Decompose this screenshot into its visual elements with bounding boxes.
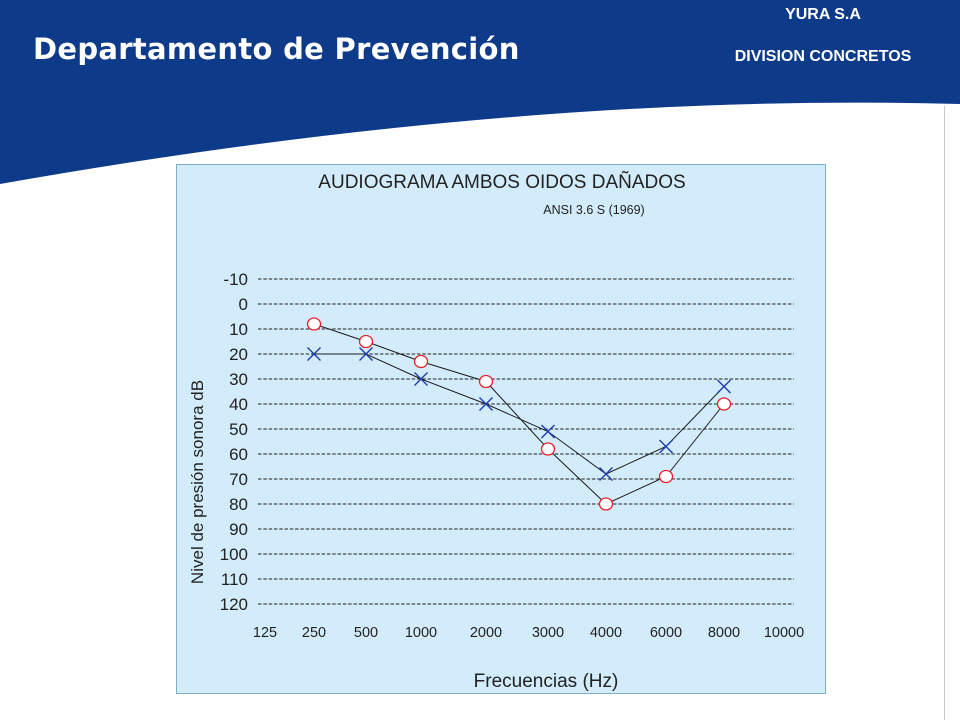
y-axis-label: Nivel de presión sonora dB xyxy=(188,379,207,585)
circle-marker xyxy=(542,443,555,455)
chart-title: AUDIOGRAMA AMBOS OIDOS DAÑADOS xyxy=(318,172,686,193)
y-tick-label: 60 xyxy=(229,445,248,464)
x-tick-label: 10000 xyxy=(763,625,805,641)
circle-marker xyxy=(660,471,673,483)
circle-marker xyxy=(308,318,321,330)
y-tick-label: 10 xyxy=(229,320,248,339)
x-tick-label: 6000 xyxy=(649,625,683,641)
chart-background xyxy=(177,165,826,694)
circle-marker xyxy=(415,356,428,368)
y-tick-label: 100 xyxy=(219,545,248,564)
y-tick-label: 20 xyxy=(229,345,248,364)
y-tick-label: -10 xyxy=(223,270,248,289)
y-tick-label: 30 xyxy=(229,370,248,389)
x-tick-label: 250 xyxy=(301,625,327,641)
x-tick-label: 125 xyxy=(252,625,278,641)
page-divider xyxy=(944,106,945,720)
circle-marker xyxy=(600,498,613,510)
company-name: YURA S.A xyxy=(785,6,861,23)
x-axis-label: Frecuencias (Hz) xyxy=(473,671,619,692)
chart-subtitle: ANSI 3.6 S (1969) xyxy=(543,203,645,217)
y-tick-label: 50 xyxy=(229,420,248,439)
page-title: Departamento de Prevención xyxy=(33,32,520,66)
company-division: DIVISION CONCRETOS xyxy=(734,48,912,65)
x-tick-label: 2000 xyxy=(469,625,503,641)
y-tick-label: 80 xyxy=(229,495,248,514)
x-tick-label: 4000 xyxy=(589,625,623,641)
audiogram-chart xyxy=(176,164,826,694)
y-tick-label: 110 xyxy=(220,570,248,589)
x-tick-label: 3000 xyxy=(531,625,565,641)
x-tick-label: 8000 xyxy=(707,625,741,641)
y-tick-label: 70 xyxy=(229,470,248,489)
y-tick-label: 40 xyxy=(229,395,248,414)
circle-marker xyxy=(718,398,731,410)
y-tick-label: 120 xyxy=(219,595,248,614)
circle-marker xyxy=(360,336,373,348)
y-tick-label: 0 xyxy=(238,295,248,314)
y-tick-label: 90 xyxy=(229,520,248,539)
circle-marker xyxy=(480,376,493,388)
header-banner-shape xyxy=(0,0,960,184)
x-tick-label: 1000 xyxy=(404,625,438,641)
x-tick-label: 500 xyxy=(353,625,379,641)
